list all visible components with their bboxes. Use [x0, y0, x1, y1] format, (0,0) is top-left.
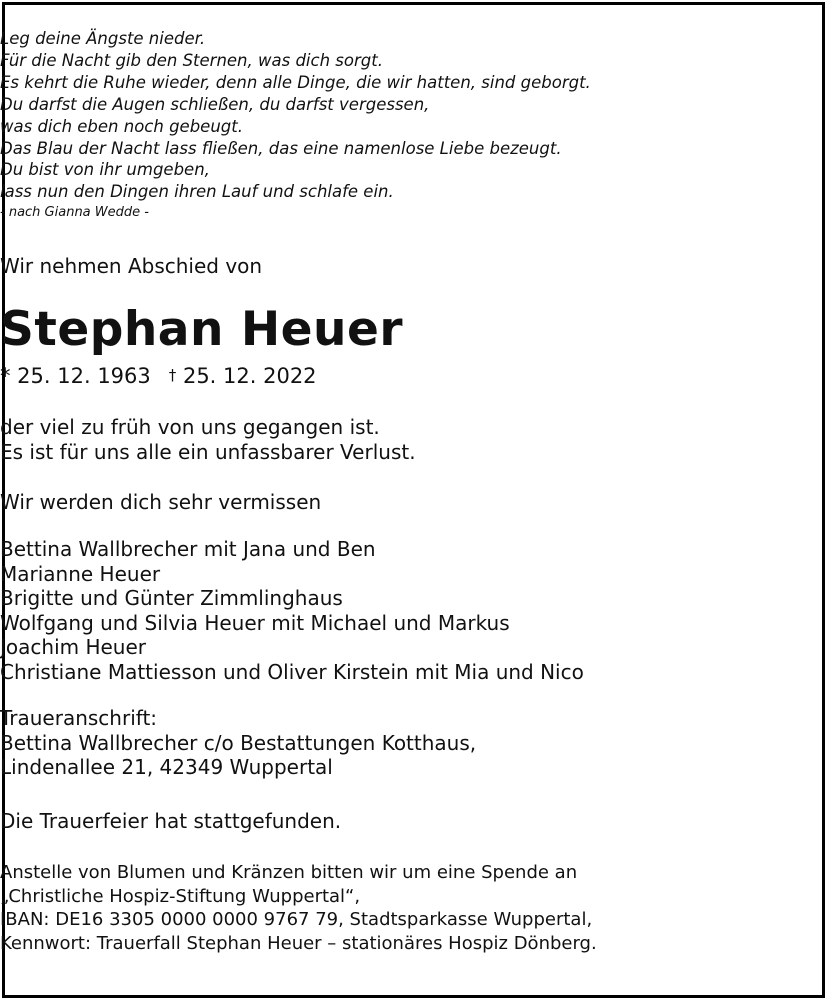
poem-author: - nach Gianna Wedde -	[0, 205, 149, 221]
poem-line: Du darfst die Augen schließen, du darfst vergessen,	[0, 94, 430, 114]
statement	[0, 415, 827, 464]
poem-line: Für die Nacht gib den Sternen, was dich sorgt.	[0, 50, 383, 70]
death-date: 25. 12. 2022	[182, 364, 317, 388]
mourner: Joachim Heuer	[0, 635, 147, 659]
statement-line: Es ist für uns alle ein unfassbarer Verlust.	[0, 439, 416, 464]
miss-line: Wir werden dich sehr vermissen	[0, 490, 322, 514]
address-line: Bettina Wallbrecher c/o Bestattungen Kotthaus,	[0, 730, 477, 755]
poem-line: lass nun den Dingen ihren Lauf und schlafe ein.	[0, 182, 394, 202]
poem-line: Das Blau der Nacht lass fließen, das eine namenlose Liebe bezeugt.	[0, 138, 562, 158]
address-label: Traueranschrift:	[0, 706, 158, 730]
birth-date: * 25. 12. 1963	[0, 364, 151, 388]
donation-line: „Christliche Hospiz-Stiftung Wuppertal“,	[0, 885, 361, 907]
poem-line: Es kehrt die Ruhe wieder, denn alle Dinge, die wir hatten, sind geborgt.	[0, 72, 591, 92]
poem-line: was dich eben noch gebeugt.	[0, 116, 243, 136]
cross-icon: †	[168, 366, 177, 384]
donation-line: Kennwort: Trauerfall Stephan Heuer – stationäres Hospiz Dönberg.	[0, 932, 597, 954]
mourner: Bettina Wallbrecher mit Jana und Ben	[0, 537, 376, 561]
mourner: Christiane Mattiesson und Oliver Kirstein mit Mia und Nico	[0, 659, 584, 684]
donation-note	[0, 861, 827, 955]
poem-line: Leg deine Ängste nieder.	[0, 29, 206, 48]
statement-line: der viel zu früh von uns gegangen ist.	[0, 415, 380, 439]
life-dates	[0, 362, 827, 392]
deceased-name: Stephan Heuer	[0, 302, 404, 357]
donation-line: IBAN: DE16 3305 0000 0000 9767 79, Stadtsparkasse Wuppertal,	[0, 909, 593, 930]
mourners-list	[0, 537, 827, 684]
mourner: Wolfgang und Silvia Heuer mit Michael und Markus	[0, 610, 510, 635]
ceremony-note: Die Trauerfeier hat stattgefunden.	[0, 809, 342, 833]
mourning-address	[0, 706, 827, 780]
farewell-intro: Wir nehmen Abschied von	[0, 254, 263, 278]
poem	[0, 28, 827, 222]
poem-line: Du bist von ihr umgeben,	[0, 160, 210, 180]
mourner: Marianne Heuer	[0, 561, 161, 586]
mourner: Brigitte und Günter Zimmlinghaus	[0, 586, 343, 610]
address-line: Lindenallee 21, 42349 Wuppertal	[0, 755, 333, 779]
donation-line: Anstelle von Blumen und Kränzen bitten wir um eine Spende an	[0, 862, 578, 883]
